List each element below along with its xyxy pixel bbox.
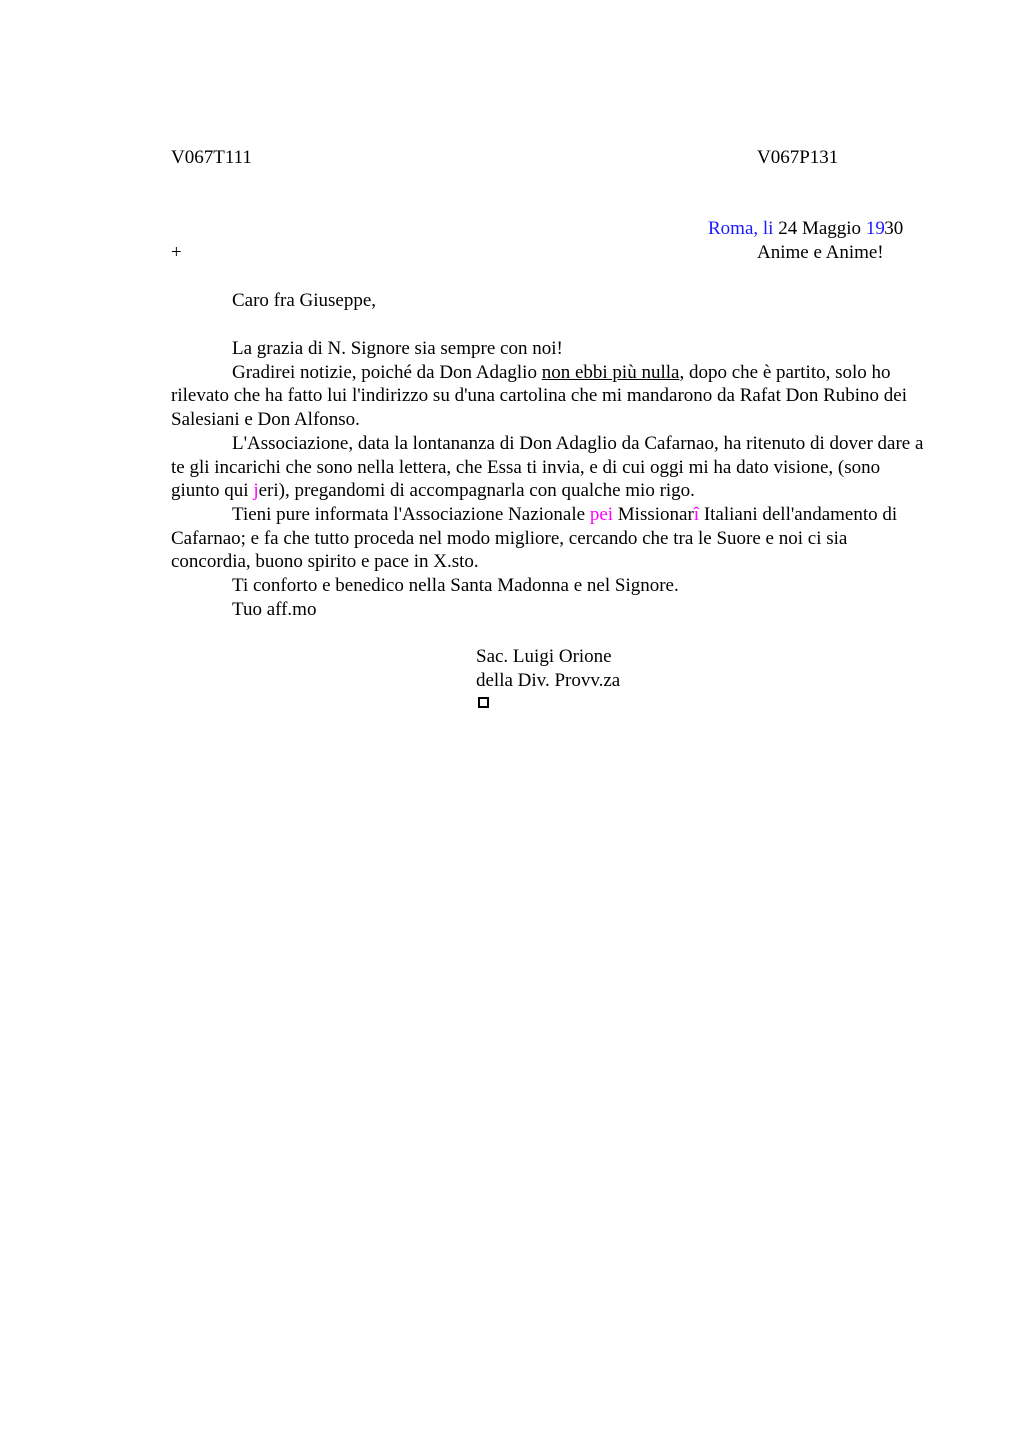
annotation-i-circumflex: î — [693, 503, 700, 525]
annotation-j: j — [253, 480, 259, 502]
salutation: Caro fra Giuseppe, — [232, 290, 377, 311]
ref-code-left: V067T111 — [171, 147, 252, 168]
paragraph-4 — [171, 503, 931, 574]
paragraph-3 — [171, 432, 931, 503]
paragraph-2-text-b: , dopo che è partito, solo ho rilevato che ha fatto lui l'indirizzo su d'una cartolina che mi mandarono da Rafat Don Rubino dei Salesiani e Don Alfonso. — [171, 361, 908, 431]
underlined-phrase: non ebbi più nulla — [541, 361, 680, 383]
paragraph-1-text: La grazia di N. Signore sia sempre con noi! — [232, 338, 563, 359]
signature-affiliation: della Div. Provv.za — [476, 670, 621, 691]
square-symbol-icon — [478, 697, 489, 708]
dateline-place: Roma, li — [708, 218, 774, 239]
paragraph-2 — [171, 361, 931, 432]
cross-symbol: + — [171, 242, 182, 263]
motto: Anime e Anime! — [757, 242, 884, 263]
dateline-year-suffix: 30 — [884, 218, 904, 239]
dateline-year-prefix: 19 — [865, 218, 885, 239]
paragraph-1 — [171, 337, 931, 361]
paragraph-5 — [171, 574, 931, 598]
paragraph-3-text-a: L'Associazione, data la lontananza di Don Adaglio da Cafarnao, ha ritenuto di dover dare a te gli incarichi che sono nella lettera, che Essa ti invia, e di cui oggi mi ha dato visione, (sono giunto qui — [171, 432, 924, 502]
signature-name: Sac. Luigi Orione — [476, 646, 612, 667]
paragraph-4-text-b: Missionar — [617, 503, 694, 525]
paragraph-4-text-c: Italiani dell'andamento di Cafarnao; e fa che tutto proceda nel modo migliore, cercando che tra le Suore e noi ci sia concordia, buono spirito e pace in X.sto. — [171, 503, 898, 573]
paragraph-3-text-b: eri), pregandomi di accompagnarla con qualche mio rigo. — [258, 480, 695, 502]
letter-body — [171, 337, 931, 621]
ref-code-right: V067P131 — [757, 147, 839, 168]
closing — [171, 598, 931, 622]
dateline-day-month: 24 Maggio — [778, 218, 862, 239]
annotation-pei: pei — [589, 503, 614, 525]
paragraph-5-text: Ti conforto e benedico nella Santa Madonna e nel Signore. — [232, 575, 679, 597]
closing-text: Tuo aff.mo — [232, 598, 317, 620]
paragraph-2-text-a: Gradirei notizie, poiché da Don Adaglio — [232, 361, 537, 383]
paragraph-4-text-a: Tieni pure informata l'Associazione Nazionale — [232, 503, 586, 525]
dateline — [708, 217, 903, 241]
